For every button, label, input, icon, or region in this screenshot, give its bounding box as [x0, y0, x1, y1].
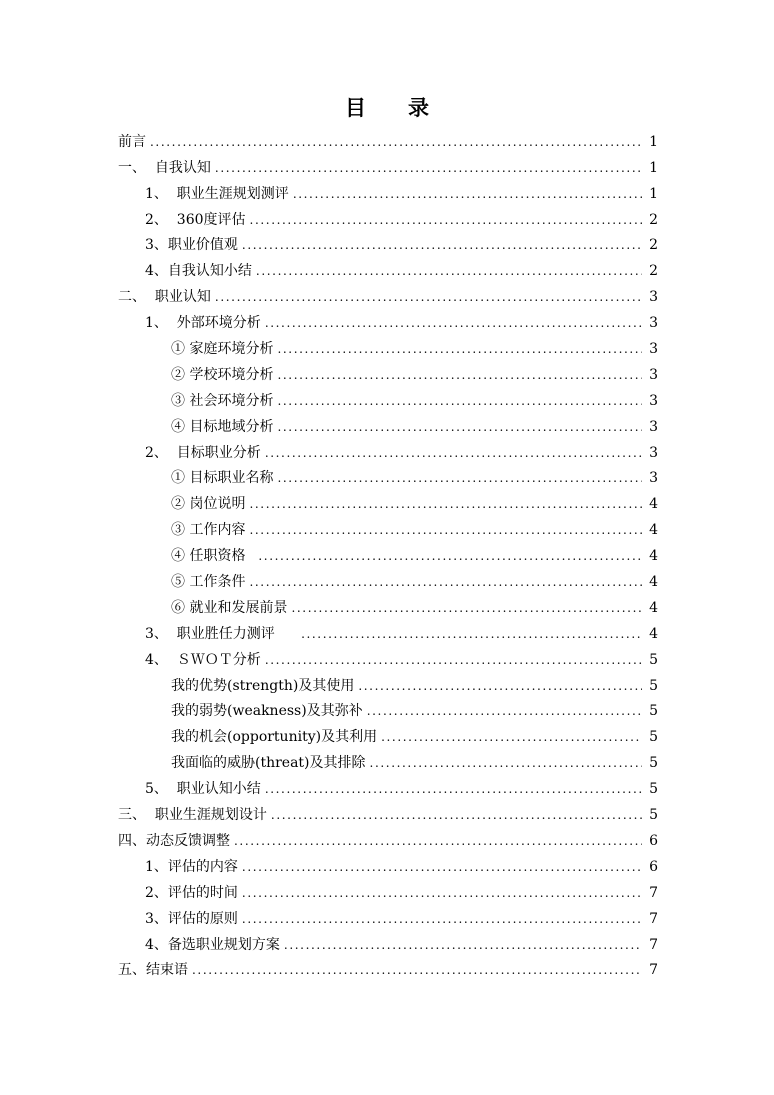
toc-page-number: 5	[649, 729, 658, 746]
toc-entry[interactable]	[118, 124, 658, 150]
toc-entry-label: 4、备选职业规划方案	[145, 936, 280, 953]
toc-entry-label: ⑥ 就业和发展前景	[171, 599, 288, 616]
toc-entry-label: 1、 职业生涯规划测评	[145, 185, 289, 202]
toc-page-number: 4	[649, 522, 658, 539]
toc-entry-label: ③ 社会环境分析	[171, 392, 274, 409]
toc-entry-label: 2、 目标职业分析	[145, 444, 261, 461]
toc-entry[interactable]	[118, 719, 658, 745]
toc-dot-leader	[271, 807, 642, 823]
toc-dot-leader	[249, 496, 642, 512]
toc-dot-leader	[277, 341, 642, 357]
toc-entry-label: 四、动态反馈调整	[118, 832, 230, 849]
toc-page-number: 7	[649, 910, 658, 927]
toc-dot-leader	[242, 885, 642, 901]
toc-page-number: 7	[649, 936, 658, 953]
toc-dot-leader	[265, 652, 642, 668]
toc-entry-label: 我的优势(strength)及其使用	[171, 677, 355, 694]
toc-dot-leader	[370, 755, 642, 771]
toc-page-number: 4	[649, 625, 658, 642]
toc-page-number: 7	[649, 962, 658, 979]
toc-entry[interactable]	[118, 253, 658, 279]
toc-entry[interactable]	[118, 279, 658, 305]
toc-entry[interactable]	[118, 771, 658, 797]
toc-page-number: 3	[649, 341, 658, 358]
toc-title	[0, 92, 774, 122]
toc-entry-label: 五、结束语	[118, 962, 188, 979]
toc-entry-label: 我的机会(opportunity)及其利用	[171, 729, 378, 746]
toc-dot-leader	[291, 600, 642, 616]
toc-page-number: 5	[649, 703, 658, 720]
toc-entry[interactable]	[118, 357, 658, 383]
toc-entry-label: ② 学校环境分析	[171, 366, 274, 383]
toc-entry-label: ③ 工作内容	[171, 522, 246, 539]
toc-page-number: 5	[649, 781, 658, 798]
toc-entry-label: 1、 外部环境分析	[145, 315, 261, 332]
toc-entry[interactable]	[118, 953, 658, 979]
toc-entry-label: 5、 职业认知小结	[145, 781, 261, 798]
toc-entry[interactable]	[118, 668, 658, 694]
toc-entry[interactable]	[118, 435, 658, 461]
toc-entry[interactable]	[118, 331, 658, 357]
toc-dot-leader	[277, 419, 642, 435]
toc-entry[interactable]	[118, 512, 658, 538]
toc-dot-leader	[381, 729, 642, 745]
toc-entry[interactable]	[118, 590, 658, 616]
toc-page-number: 4	[649, 496, 658, 513]
toc-page-number: 2	[649, 237, 658, 254]
toc-page-number: 3	[649, 315, 658, 332]
toc-dot-leader	[265, 781, 642, 797]
toc-dot-leader	[358, 678, 642, 694]
toc-dot-leader	[215, 289, 642, 305]
toc-entry[interactable]	[118, 564, 658, 590]
toc-entry[interactable]	[118, 797, 658, 823]
toc-dot-leader	[256, 263, 642, 279]
toc-dot-leader	[277, 367, 642, 383]
toc-title-char-2: 录	[408, 95, 429, 120]
toc-entry[interactable]	[118, 383, 658, 409]
toc-dot-leader	[293, 186, 642, 202]
toc-page-number: 5	[649, 677, 658, 694]
toc-page-number: 6	[649, 858, 658, 875]
toc-entry-label: 1、评估的内容	[145, 858, 238, 875]
toc-page-number: 3	[649, 289, 658, 306]
toc-page-number: 3	[649, 444, 658, 461]
toc-dot-leader	[215, 160, 642, 176]
toc-entry[interactable]	[118, 901, 658, 927]
toc-page-number: 5	[649, 651, 658, 668]
toc-entry[interactable]	[118, 875, 658, 901]
toc-entry-label: 2、评估的时间	[145, 884, 238, 901]
toc-page-number: 1	[649, 133, 658, 150]
toc-page-number: 3	[649, 366, 658, 383]
toc-entry[interactable]	[118, 202, 658, 228]
table-of-contents	[118, 124, 658, 978]
toc-page-number: 2	[649, 263, 658, 280]
toc-page-number: 4	[649, 599, 658, 616]
toc-dot-leader	[234, 833, 642, 849]
toc-page-number: 4	[649, 548, 658, 565]
toc-page-number: 3	[649, 470, 658, 487]
toc-dot-leader	[249, 574, 642, 590]
toc-entry-label: 我的弱势(weakness)及其弥补	[171, 703, 363, 720]
toc-dot-leader	[367, 703, 642, 719]
toc-dot-leader	[150, 134, 642, 150]
toc-entry-label: 3、职业价值观	[145, 237, 238, 254]
toc-dot-leader	[301, 626, 642, 642]
toc-page-number: 5	[649, 755, 658, 772]
toc-dot-leader	[265, 315, 642, 331]
toc-entry[interactable]	[118, 927, 658, 953]
toc-page-number: 7	[649, 884, 658, 901]
toc-entry[interactable]	[118, 228, 658, 254]
toc-entry-label: ① 家庭环境分析	[171, 341, 274, 358]
toc-dot-leader	[277, 393, 642, 409]
toc-entry[interactable]	[118, 745, 658, 771]
toc-dot-leader	[249, 522, 642, 538]
toc-entry-label: ⑤ 工作条件	[171, 574, 246, 591]
toc-page-number: 2	[649, 211, 658, 228]
toc-page-number: 3	[649, 418, 658, 435]
toc-dot-leader	[242, 237, 642, 253]
toc-entry[interactable]	[118, 409, 658, 435]
toc-page-number: 5	[649, 807, 658, 824]
toc-entry-label: 3、评估的原则	[145, 910, 238, 927]
toc-entry-label: 4、 ＳＷＯＴ分析	[145, 651, 261, 668]
toc-entry[interactable]	[118, 305, 658, 331]
toc-dot-leader	[284, 937, 642, 953]
toc-dot-leader	[242, 859, 642, 875]
toc-entry-label: 二、 职业认知	[118, 289, 211, 306]
toc-dot-leader	[192, 962, 642, 978]
toc-entry-label: 前言	[118, 133, 146, 150]
toc-entry[interactable]	[118, 150, 658, 176]
toc-entry[interactable]	[118, 694, 658, 720]
toc-page-number: 1	[649, 185, 658, 202]
toc-dot-leader	[277, 470, 642, 486]
toc-entry[interactable]	[118, 486, 658, 512]
toc-entry-label: ④ 目标地域分析	[171, 418, 274, 435]
toc-page-number: 1	[649, 159, 658, 176]
toc-dot-leader	[265, 445, 642, 461]
toc-entry-label: ④ 任职资格	[171, 548, 255, 565]
toc-entry[interactable]	[118, 616, 658, 642]
toc-page-number: 6	[649, 832, 658, 849]
toc-page-number: 4	[649, 574, 658, 591]
toc-title-char-1: 目	[345, 95, 366, 120]
toc-entry-label: 4、自我认知小结	[145, 263, 252, 280]
toc-entry[interactable]	[118, 176, 658, 202]
toc-dot-leader	[258, 548, 642, 564]
toc-entry[interactable]	[118, 823, 658, 849]
toc-entry-label: 3、 职业胜任力测评	[145, 625, 298, 642]
toc-entry-label: 一、 自我认知	[118, 159, 211, 176]
toc-dot-leader	[250, 212, 642, 228]
toc-entry[interactable]	[118, 849, 658, 875]
toc-entry-label: 三、 职业生涯规划设计	[118, 807, 267, 824]
toc-entry[interactable]	[118, 461, 658, 487]
toc-entry[interactable]	[118, 538, 658, 564]
toc-entry-label: ② 岗位说明	[171, 496, 246, 513]
toc-dot-leader	[242, 911, 642, 927]
toc-page-number: 3	[649, 392, 658, 409]
toc-entry-label: ① 目标职业名称	[171, 470, 274, 487]
toc-entry[interactable]	[118, 642, 658, 668]
toc-entry-label: 2、 360度评估	[145, 211, 246, 228]
toc-entry-label: 我面临的威胁(threat)及其排除	[171, 755, 366, 772]
